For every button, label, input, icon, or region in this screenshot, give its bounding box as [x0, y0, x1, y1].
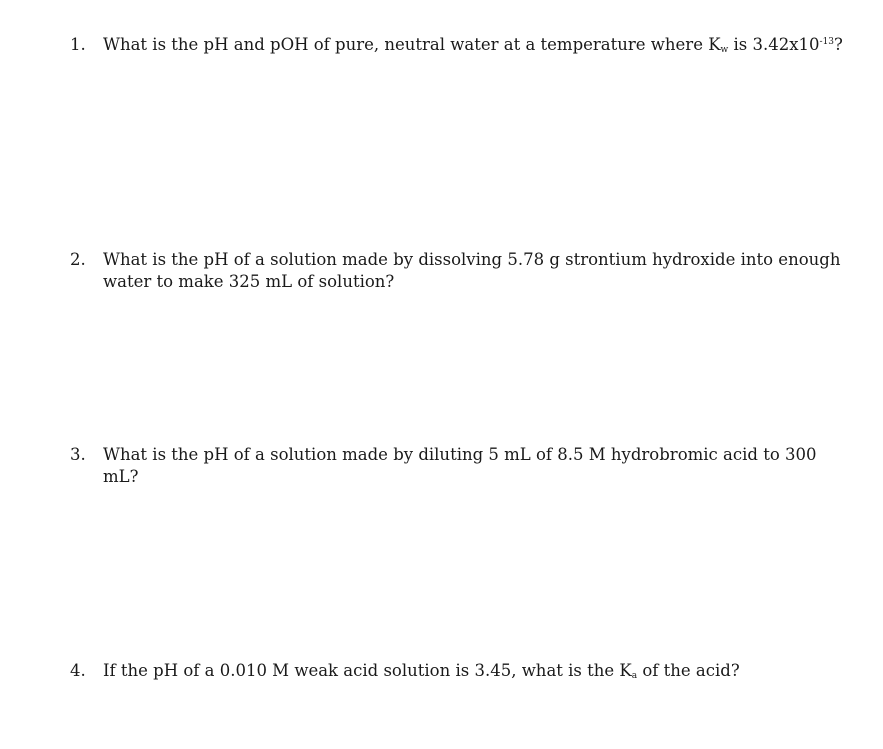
question-text-part: of the acid? [637, 661, 740, 680]
kw-subscript: w [720, 45, 729, 55]
question-number: 1. [70, 35, 86, 54]
question-3 [70, 444, 850, 488]
question-text-part: is 3.42x10 [728, 35, 820, 54]
exponent-superscript: -13 [819, 37, 835, 47]
question-line: water to make 325 mL of solution? [103, 272, 395, 291]
ka-subscript: a [631, 671, 638, 681]
question-line: What is the pH of a solution made by dissolving 5.78 g strontium hydroxide into enough [103, 250, 841, 269]
question-number: 2. [70, 250, 86, 269]
question-1 [70, 34, 850, 56]
question-text-part: ? [834, 35, 843, 54]
question-text-part: What is the pH and pOH of pure, neutral water at a temperature where K [103, 35, 721, 54]
question-4 [70, 660, 850, 682]
question-text [103, 249, 850, 293]
question-2 [70, 249, 850, 293]
question-number: 3. [70, 445, 86, 464]
question-number: 4. [70, 661, 86, 680]
question-text-part: If the pH of a 0.010 M weak acid solution is 3.45, what is the K [103, 661, 632, 680]
question-text [103, 34, 850, 56]
question-text: What is the pH of a solution made by diluting 5 mL of 8.5 M hydrobromic acid to 300 mL? [103, 445, 817, 486]
question-text [103, 660, 850, 682]
